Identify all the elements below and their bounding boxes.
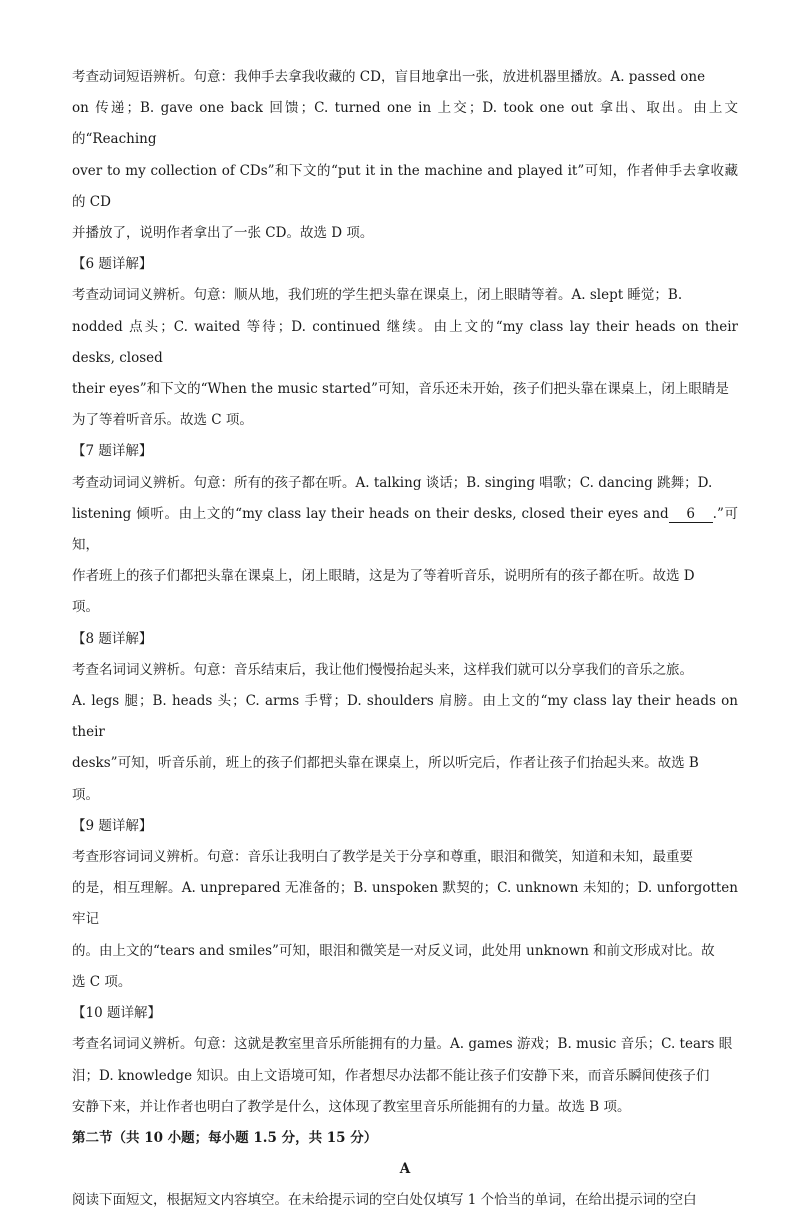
question-header: 【6 题详解】	[72, 256, 153, 273]
q9-explanation	[72, 811, 738, 998]
text-line: on 传递；B. gave one back 回馈；C. turned one in 上交；D. took one out 拿出、取出。由上文的“Reaching	[72, 100, 738, 148]
text-line: 考查动词词义辨析。句意：所有的孩子都在听。A. talking 谈话；B. singing 唱歌；C. dancing 跳舞；D.	[72, 474, 713, 491]
question-header: 【9 题详解】	[72, 817, 153, 834]
text-line: 泪；D. knowledge 知识。由上文语境可知，作者想尽办法都不能让孩子们安静下来，而音乐瞬间使孩子们	[72, 1067, 710, 1084]
text-line: 考查名词词义辨析。句意：音乐结束后，我让他们慢慢抬起头来，这样我们就可以分享我们的音乐之旅。	[72, 661, 693, 678]
text-line: 为了等着听音乐。故选 C 项。	[72, 412, 253, 429]
section-two	[72, 1123, 738, 1217]
text-line-with-blank	[72, 499, 738, 561]
text-line: 考查动词短语辨析。句意：我伸手去拿我收藏的 CD，盲目地拿出一张，放进机器里播放。A. passed one	[72, 69, 706, 85]
text-line: 项。	[72, 599, 99, 616]
text-line: desks”可知，听音乐前，班上的孩子们都把头靠在课桌上，所以听完后，作者让孩子们抬起头来。故选 B	[72, 755, 699, 772]
text-line: over to my collection of CDs”和下文的“put it in the machine and played it”可知，作者伸手去拿收藏的 CD	[72, 162, 738, 210]
q7-explanation	[72, 436, 738, 623]
text-line: 考查名词词义辨析。句意：这就是教室里音乐所能拥有的力量。A. games 游戏；B. music 音乐；C. tears 眼	[72, 1036, 733, 1053]
text-line: their eyes”和下文的“When the music started”可知，音乐还未开始，孩子们把头靠在课桌上，闭上眼睛是	[72, 381, 729, 398]
text-line: 项。	[72, 786, 99, 803]
text-line: nodded 点头；C. waited 等待；D. continued 继续。由上文的“my class lay their heads on their desks, closed	[72, 318, 738, 366]
section-title: 第二节（共 10 小题；每小题 1.5 分，共 15 分）	[72, 1129, 378, 1146]
part-label: A	[399, 1161, 411, 1178]
text-line: A. legs 腿；B. heads 头；C. arms 手臂；D. shoulders 肩膀。由上文的“my class lay their heads on their	[72, 693, 738, 741]
text-line: 考查动词词义辨析。句意：顺从地，我们班的学生把头靠在课桌上，闭上眼睛等着。A. slept 睡觉；B.	[72, 287, 683, 304]
text-line: 并播放了，说明作者拿出了一张 CD。故选 D 项。	[72, 225, 374, 242]
q5-explanation	[72, 62, 738, 249]
answer-blank: 6	[669, 507, 713, 523]
question-header: 【7 题详解】	[72, 443, 153, 460]
q10-explanation	[72, 998, 738, 1123]
q8-explanation	[72, 624, 738, 811]
q6-explanation	[72, 249, 738, 436]
question-header: 【10 题详解】	[72, 1005, 161, 1022]
text-line: 选 C 项。	[72, 973, 132, 990]
question-header: 【8 题详解】	[72, 630, 153, 647]
text-line: 作者班上的孩子们都把头靠在课桌上，闭上眼睛，这是为了等着听音乐，说明所有的孩子都在听。故选 D	[72, 568, 695, 585]
text-line: 安静下来，并让作者也明白了教学是什么，这体现了教室里音乐所能拥有的力量。故选 B 项。	[72, 1098, 631, 1115]
text-fragment: listening 倾听。由上文的“my class lay their heads on their desks, closed their eyes and	[72, 505, 669, 522]
section-instructions: 阅读下面短文，根据短文内容填空。在未给提示词的空白处仅填写 1 个恰当的单词，在给出提示词的空白	[72, 1192, 697, 1209]
text-fragment: .”可知，	[72, 505, 738, 554]
text-line: 的是，相互理解。A. unprepared 无准备的；B. unspoken 默契的；C. unknown 未知的；D. unforgotten 牢记	[72, 880, 738, 928]
text-line: 考查形容词词义辨析。句意：音乐让我明白了教学是关于分享和尊重，眼泪和微笑，知道和未知，最重要	[72, 849, 693, 866]
text-line: 的。由上文的“tears and smiles”可知，眼泪和微笑是一对反义词，此处用 unknown 和前文形成对比。故	[72, 942, 715, 959]
